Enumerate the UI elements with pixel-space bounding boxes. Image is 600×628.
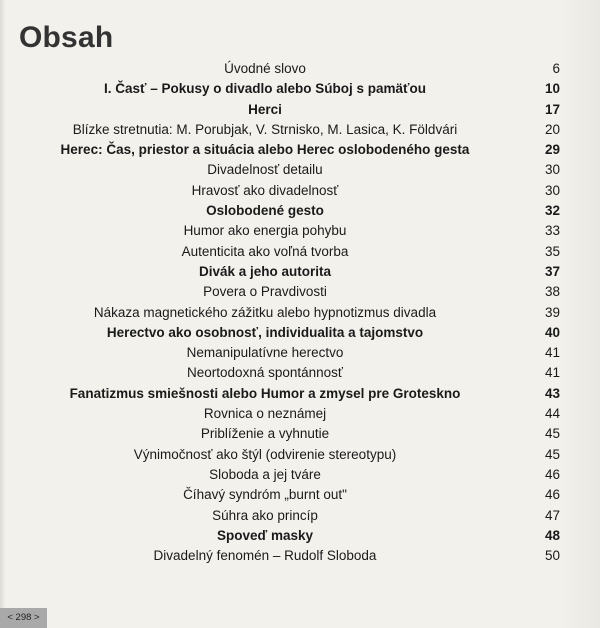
- toc-entry-page-number: 20: [544, 121, 560, 137]
- toc-entry-title: Úvodné slovo: [224, 61, 306, 76]
- toc-entry[interactable]: [0, 445, 600, 465]
- toc-entry-page-number: 30: [544, 182, 560, 198]
- toc-entry-title: Neortodoxná spontánnosť: [187, 365, 343, 381]
- toc-entry-page-number: 35: [544, 243, 560, 259]
- toc-entry-title: Divadelný fenomén – Rudolf Sloboda: [153, 548, 377, 564]
- toc-entry-title: Oslobodené gesto: [206, 203, 324, 219]
- toc-entry-page-number: 40: [544, 324, 560, 340]
- toc-entry[interactable]: [0, 303, 600, 323]
- toc-entry-page-number: 38: [544, 284, 560, 300]
- toc-entry[interactable]: [0, 160, 600, 180]
- toc-entry-page-number: 30: [544, 162, 560, 178]
- toc-entry[interactable]: [0, 424, 600, 444]
- toc-entry[interactable]: [0, 465, 600, 485]
- toc-entry-heading[interactable]: [0, 140, 600, 160]
- toc-entry-title: Herectvo ako osobnosť, individualita a tajomstvo: [106, 324, 424, 340]
- toc-entry[interactable]: [0, 404, 600, 424]
- toc-entry-title: I. Časť – Pokusy o divadlo alebo Súboj s pamäťou: [103, 81, 426, 97]
- toc-entry-title: Sloboda a jej tváre: [209, 466, 321, 482]
- toc-entry-page-number: 45: [544, 426, 560, 442]
- toc-entry-title: Humor ako energia pohybu: [183, 223, 347, 239]
- toc-entry[interactable]: [0, 343, 600, 363]
- toc-entry[interactable]: [0, 59, 600, 79]
- toc-entry-title: Fanatizmus smiešnosti alebo Humor a zmysel pre Groteskno: [69, 385, 461, 401]
- toc-entry-title: Herec: Čas, priestor a situácia alebo Herec oslobodeného gesta: [60, 142, 470, 158]
- toc-entry-page-number: 39: [544, 304, 560, 320]
- toc-entry-title: Číhavý syndróm „burnt out": [183, 487, 347, 503]
- toc-entry-heading[interactable]: [0, 262, 600, 282]
- toc-entry-page-number: 32: [544, 203, 560, 219]
- toc-entry[interactable]: [0, 242, 600, 262]
- toc-entry-title: Spoveď masky: [216, 527, 313, 543]
- toc-entry-title: Povera o Pravdivosti: [203, 284, 327, 300]
- toc-entry-title: Divák a jeho autorita: [198, 263, 332, 279]
- toc-entry-page-number: 29: [544, 142, 560, 158]
- toc-entry-title: Nákaza magnetického zážitku alebo hypnotizmus divadla: [93, 304, 437, 320]
- toc-entry-title: Rovnica o neznámej: [203, 406, 327, 422]
- page-title: Obsah: [19, 21, 114, 54]
- toc-entry-page-number: 17: [544, 101, 560, 117]
- toc-entry-heading[interactable]: [0, 384, 600, 404]
- toc-entry-page-number: 41: [544, 365, 560, 381]
- toc-entry-page-number: 47: [544, 507, 560, 523]
- toc-entry-title: Nemanipulatívne herectvo: [186, 345, 344, 361]
- toc-entry-heading[interactable]: [0, 201, 600, 221]
- toc-entry[interactable]: [0, 546, 600, 566]
- toc-entry-page-number: 44: [544, 406, 560, 422]
- toc-entry-heading[interactable]: [0, 79, 600, 99]
- toc-entry[interactable]: [0, 181, 600, 201]
- toc-entry[interactable]: [0, 485, 600, 505]
- toc-entry-title: Blízke stretnutia: M. Porubjak, V. Strnisko, M. Lasica, K. Földvári: [72, 121, 458, 137]
- toc-entry[interactable]: [0, 120, 600, 140]
- toc-entry-title: Herci: [248, 101, 282, 117]
- toc-entry[interactable]: [0, 221, 600, 241]
- toc-entry-heading[interactable]: [0, 323, 600, 343]
- toc-entry-heading[interactable]: [0, 526, 600, 546]
- toc-entry-page-number: 45: [544, 446, 560, 462]
- toc-entry-title: Výnimočnosť ako štýl (odvirenie stereotypu): [133, 446, 397, 462]
- toc-entry-title: Autenticita ako voľná tvorba: [181, 243, 349, 259]
- toc-entry-page-number: 46: [544, 487, 560, 503]
- toc-entry-title: Hravosť ako divadelnosť: [191, 182, 339, 198]
- toc-entry-page-number: 48: [544, 527, 560, 543]
- toc-entry-page-number: 46: [544, 466, 560, 482]
- toc-entry-page-number: 10: [544, 81, 560, 97]
- toc-entry-page-number: 37: [544, 263, 560, 279]
- toc-entry-title: Súhra ako princíp: [212, 507, 318, 523]
- toc-entry-title: Priblíženie a vyhnutie: [200, 426, 330, 442]
- toc-entry[interactable]: [0, 363, 600, 383]
- toc-entry-page-number: 41: [544, 345, 560, 361]
- toc-entry[interactable]: [0, 282, 600, 302]
- table-of-contents: [0, 59, 600, 566]
- toc-entry-heading[interactable]: [0, 100, 600, 120]
- page-number-badge: < 298 >: [0, 608, 47, 628]
- toc-entry-page-number: 6: [552, 61, 560, 76]
- toc-entry-title: Divadelnosť detailu: [207, 162, 323, 178]
- toc-entry-page-number: 50: [544, 548, 560, 564]
- toc-entry[interactable]: [0, 506, 600, 526]
- toc-entry-page-number: 43: [544, 385, 560, 401]
- toc-entry-page-number: 33: [544, 223, 560, 239]
